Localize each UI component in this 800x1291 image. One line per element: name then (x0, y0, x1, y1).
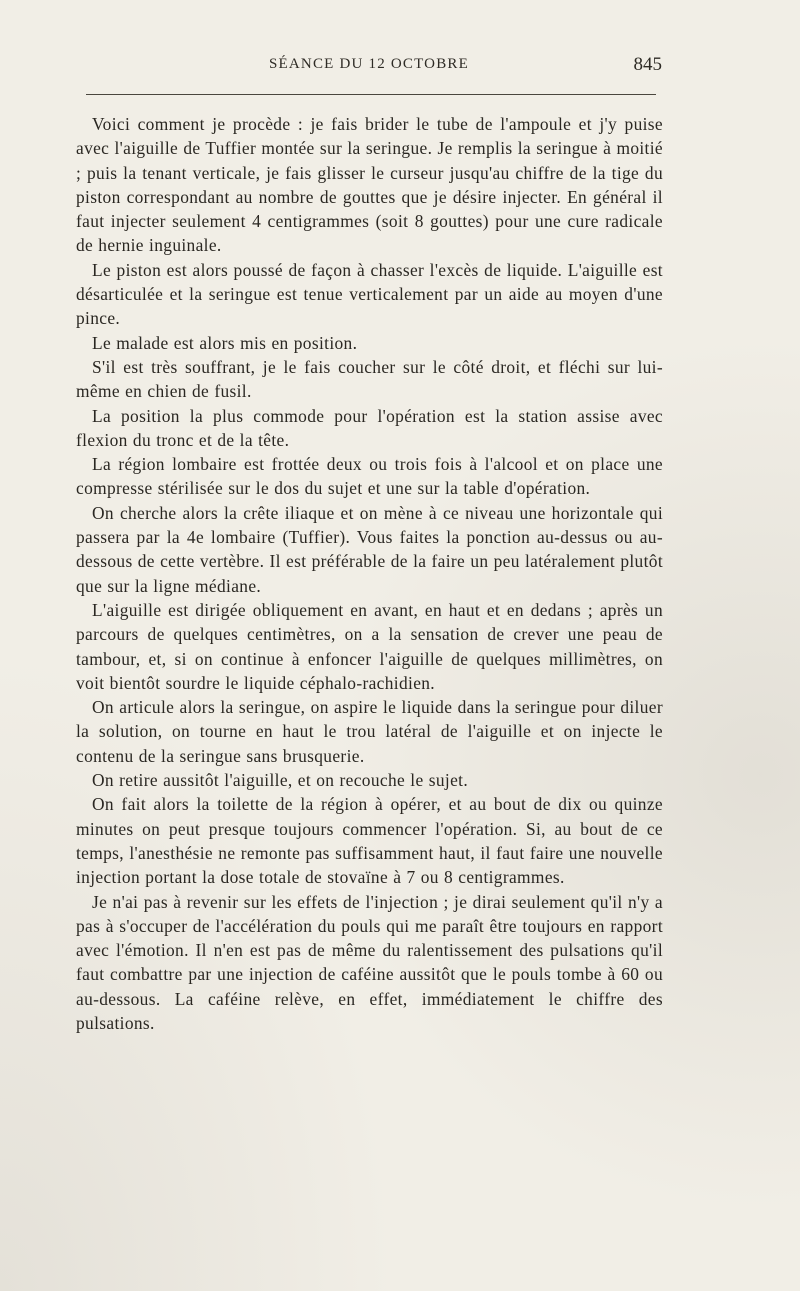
paragraph-seringue: On articule alors la seringue, on aspire le liquide dans la seringue pour diluer la solution, on tourne en haut le trou latéral de l'aiguille et on injecte le contenu de la seringue sans brusquerie. (76, 697, 663, 766)
paragraph-region-lombaire: La région lombaire est frottée deux ou trois fois à l'alcool et on place une compresse stérilisée sur le dos du sujet et une sur la table d'opération. (76, 454, 663, 499)
paragraph-retire: On retire aussitôt l'aiguille, et on recouche le sujet. (92, 770, 469, 791)
paragraph-souffrant: S'il est très souffrant, je le fais coucher sur le côté droit, et fléchi sur lui-même en chien de fusil. (76, 356, 663, 402)
paragraph-aiguille: L'aiguille est dirigée obliquement en avant, en haut et en dedans ; après un parcours de quelques centimètres, on a la sensation de crever une peau de tambour, et, si on continue à enfoncer l'aiguille de quelques millimètres, on voit bientôt sourdre le liquide céphalo-rachidien. (76, 599, 663, 693)
paragraph-station-assise: La position la plus commode pour l'opération est la station assise avec flexion du tronc et de la tête. (76, 405, 663, 450)
page-number: 845 (633, 54, 662, 75)
paragraph-crete-iliaque: On cherche alors la crête iliaque et on mène à ce niveau une horizontale qui passera par la 4e lombaire (Tuffier). Vous faites la ponction au-dessus ou au-dessous de cette vertèbre. Il est préférable de la faire un peu latéralement plutôt que sur la ligne médiane. (76, 502, 663, 596)
paragraph-position: Le malade est alors mis en position. (92, 332, 358, 353)
paragraph-effets: Je n'ai pas à revenir sur les effets de l'injection ; je dirai seulement qu'il n'y a pas à s'occuper de l'accélération du pouls qui me paraît être toujours en rapport avec l'émotion. Il n'en est pas de même du ralentissement des pulsations qu'il faut combattre par une injection de caféine aussitôt que le pouls tombe à 60 ou au-dessous. La caféine relève, en effet, immédiatement le chiffre des pulsations. (76, 891, 663, 1033)
paragraph-toilette: On fait alors la toilette de la région à opérer, et au bout de dix ou quinze minutes on peut presque toujours commencer l'opération. Si, au bout de ce temps, l'anesthésie ne remonte pas suffisamment haut, il faut faire une nouvelle injection portant la dose totale de stovaïne à 7 ou 8 centigrammes. (76, 794, 663, 888)
paragraph-procedure: Voici comment je procède : je fais brider le tube de l'ampoule et j'y puise avec l'aiguille de Tuffier montée sur la seringue. Je remplis la seringue à moitié ; puis la tenant verticale, je fais glisser le curseur jusqu'au chiffre de la tige du piston correspondant au nombre de gouttes que je désire injecter. En général il faut injecter seulement 4 centigrammes (soit 8 gouttes) pour une cure radicale de hernie inguinale. (76, 114, 663, 256)
page-header (76, 56, 662, 84)
header-rule (86, 94, 656, 95)
running-head: SÉANCE DU 12 OCTOBRE (269, 56, 469, 72)
body-text (76, 112, 663, 1035)
paragraph-piston: Le piston est alors poussé de façon à chasser l'excès de liquide. L'aiguille est désarticulée et la seringue est tenue verticalement par un aide au moyen d'une pince. (76, 259, 663, 329)
